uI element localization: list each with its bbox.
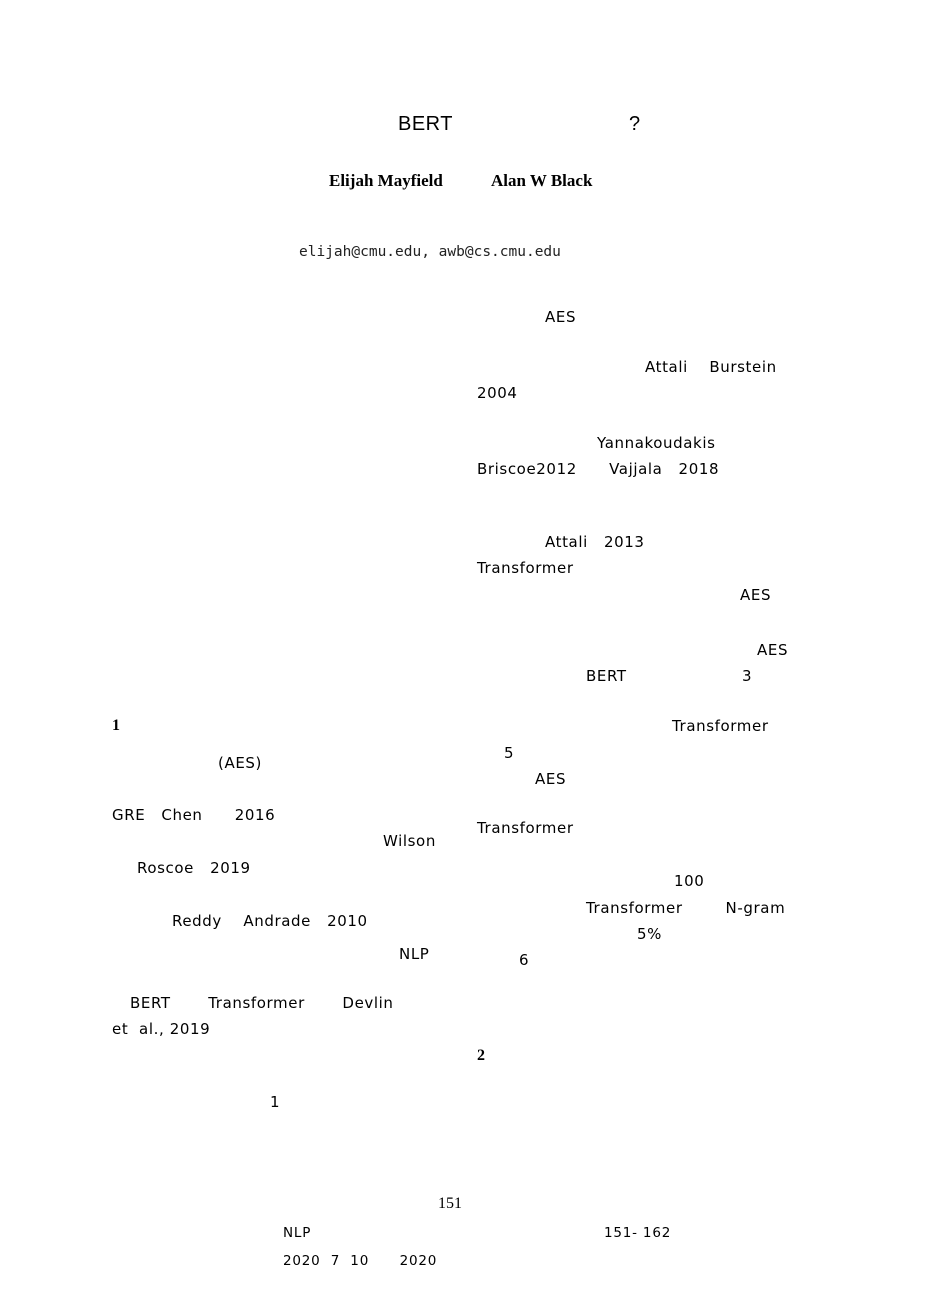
abstract-line-4: Briscoe2012 Vajjala 2018: [477, 460, 720, 478]
section-2-heading: 2: [477, 1047, 485, 1064]
right-line-2: AES: [535, 770, 567, 788]
abstract-line-8: AES: [757, 641, 789, 659]
section-1-heading: 1: [112, 717, 120, 734]
abstract-line-5: Attali 2013: [545, 533, 645, 551]
author-name-2: Alan W Black: [491, 171, 593, 190]
footer-date: 2020 7 10 2020: [283, 1253, 438, 1269]
left-line-4: Reddy Andrade 2010: [172, 912, 368, 930]
abstract-line-10: 3: [742, 667, 753, 685]
left-line-8: 1: [270, 1093, 281, 1111]
footer-pages: 151- 162: [604, 1225, 672, 1241]
left-line-3: Roscoe 2019: [137, 859, 251, 877]
page-title-question: ?: [629, 113, 641, 135]
right-line-3: Transformer: [477, 819, 574, 837]
abstract-line-0: AES: [545, 308, 577, 326]
abstract-line-6: Transformer: [477, 559, 574, 577]
abstract-line-3: Yannakoudakis: [597, 434, 716, 452]
right-line-4: 100: [674, 872, 705, 890]
footer-venue: NLP: [283, 1225, 312, 1241]
left-line-2: Wilson: [383, 832, 436, 850]
left-line-5: NLP: [399, 945, 430, 963]
abstract-line-7: AES: [740, 586, 772, 604]
left-line-6: BERT Transformer Devlin: [130, 994, 394, 1012]
left-line-7: et al., 2019: [112, 1020, 211, 1038]
right-line-6: 5%: [637, 925, 662, 943]
right-line-0: Transformer: [672, 717, 769, 735]
right-line-7: 6: [519, 951, 530, 969]
abstract-line-1: Attali Burstein: [645, 358, 777, 376]
left-line-1: GRE Chen 2016: [112, 806, 276, 824]
abstract-line-9: BERT: [586, 667, 627, 685]
author-name-1: Elijah Mayfield: [329, 171, 443, 190]
left-line-0: (AES): [218, 754, 262, 772]
right-line-5: Transformer N-gram: [586, 899, 786, 917]
page-number: 151: [438, 1195, 462, 1212]
page-title: BERT: [398, 113, 453, 135]
author-emails: elijah@cmu.edu, awb@cs.cmu.edu: [299, 244, 561, 260]
abstract-line-2: 2004: [477, 384, 518, 402]
right-line-1: 5: [504, 744, 515, 762]
